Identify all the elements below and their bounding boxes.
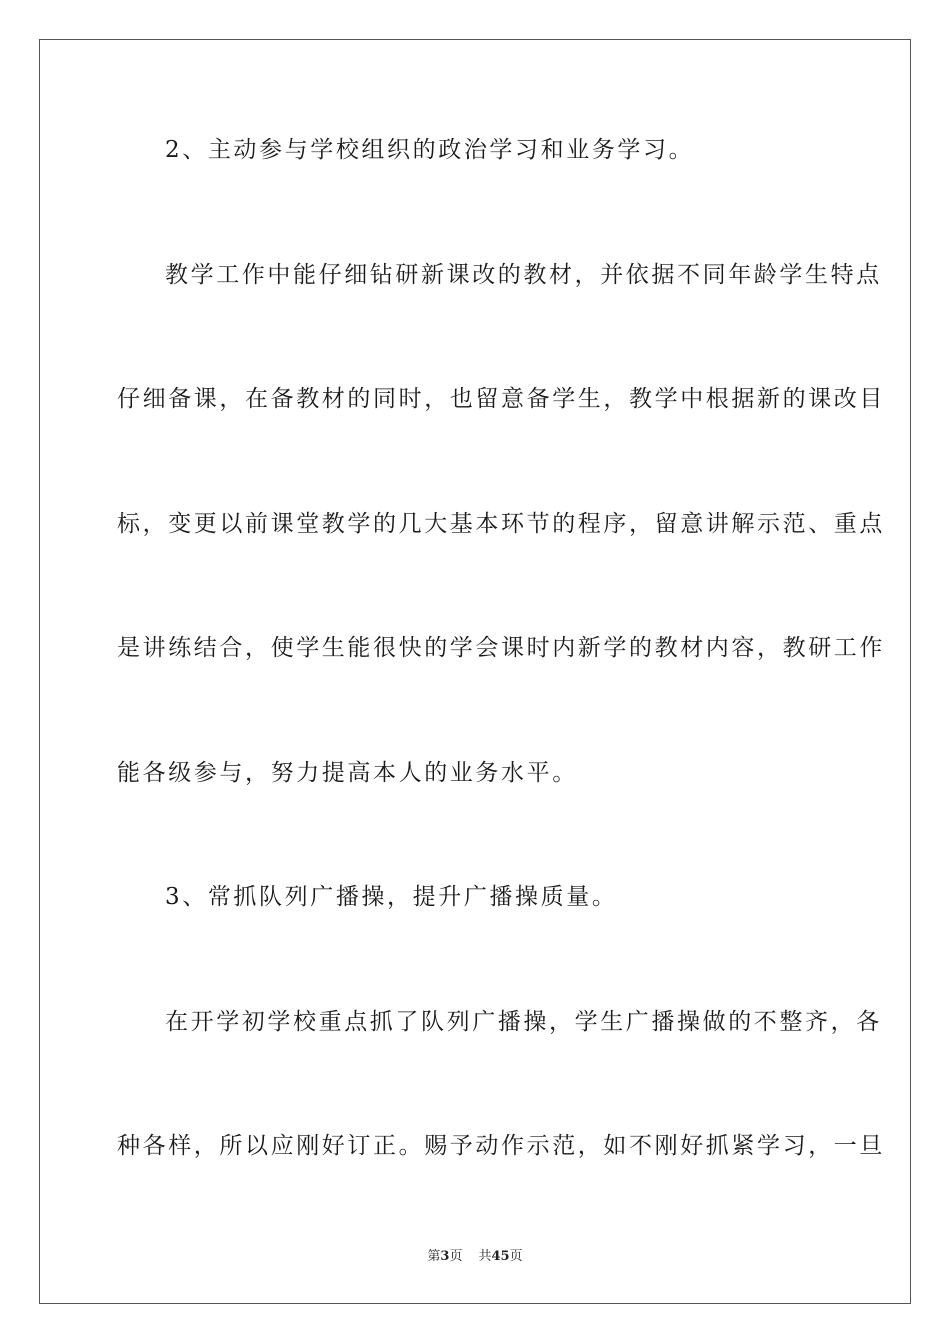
paragraph-line-heading-2: 2、主动参与学校组织的政治学习和业务学习。: [165, 137, 695, 163]
paragraph-line: 是讲练结合，使学生能很快的学会课时内新学的教材内容，教研工作: [117, 635, 885, 661]
total-prefix: 共: [478, 1249, 492, 1264]
paragraph-line: 标，变更以前课堂教学的几大基本环节的程序，留意讲解示范、重点: [117, 511, 885, 537]
paragraph-line: 教学工作中能仔细钻研新课改的教材，并依据不同年龄学生特点: [165, 262, 882, 288]
page-prefix: 第: [427, 1249, 441, 1264]
paragraph-line: 能各级参与，努力提高本人的业务水平。: [117, 760, 578, 786]
paragraph-line: 种各样，所以应刚好订正。赐予动作示范，如不刚好抓紧学习，一旦: [117, 1133, 885, 1159]
page-number: 3: [440, 1249, 450, 1264]
page-border: [39, 39, 911, 1304]
paragraph-line-heading-3: 3、常抓队列广播操，提升广播操质量。: [165, 884, 618, 910]
total-suffix: 页: [509, 1249, 523, 1264]
paragraph-line: 在开学初学校重点抓了队列广播操，学生广播操做的不整齐，各: [165, 1009, 882, 1035]
page-footer: [0, 1248, 950, 1266]
paragraph-line: 仔细备课，在备教材的同时，也留意备学生，教学中根据新的课改目: [117, 386, 885, 412]
total-pages: 45: [491, 1249, 510, 1264]
page-suffix: 页: [449, 1249, 463, 1264]
